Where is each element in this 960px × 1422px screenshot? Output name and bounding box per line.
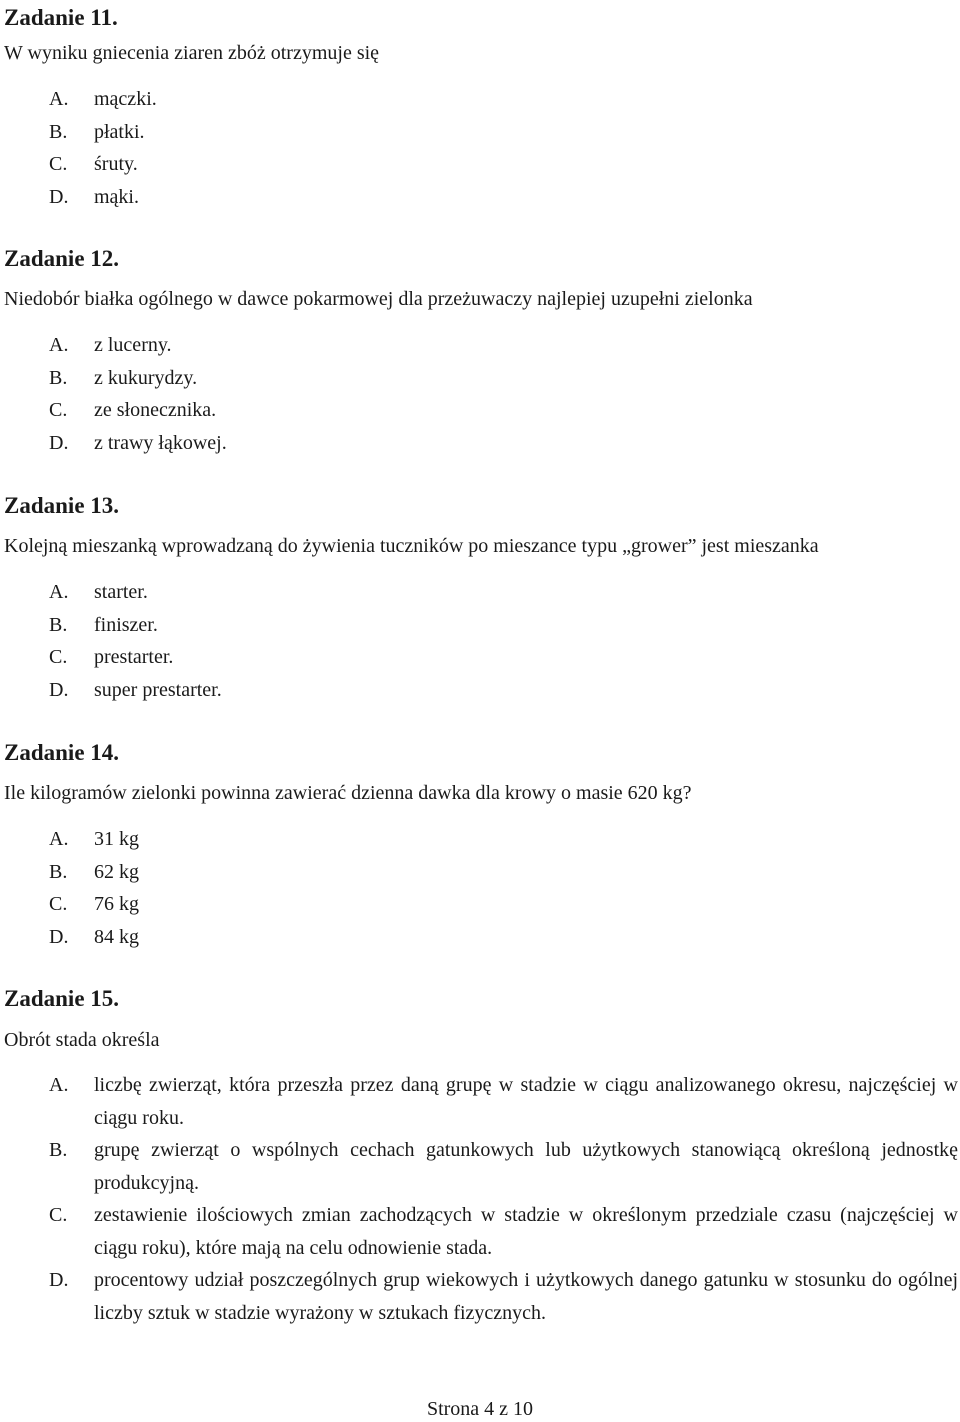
option-b[interactable]: [4, 856, 958, 889]
option-c[interactable]: [4, 394, 958, 427]
option-d[interactable]: [4, 181, 958, 214]
option-a[interactable]: [4, 1069, 958, 1134]
option-text: z kukurydzy.: [94, 366, 198, 389]
option-text: procentowy udział poszczególnych grup wiekowych i użytkowych danego gatunku w stosunku do ogólnej liczby sztuk w stadzie wyrażony w sztukach fizycznych.: [94, 1269, 958, 1324]
option-b[interactable]: [4, 116, 958, 149]
option-letter: C.: [49, 1204, 68, 1226]
option-letter: A.: [49, 334, 69, 356]
task-question: W wyniku gniecenia ziaren zbóż otrzymuje się: [4, 42, 380, 64]
option-letter: D.: [49, 432, 69, 455]
option-letter: D.: [49, 679, 69, 702]
option-letter: B.: [49, 613, 68, 636]
option-letter: D.: [49, 926, 69, 949]
option-text: śruty.: [94, 153, 138, 176]
option-b[interactable]: [4, 362, 958, 395]
option-text: mączki.: [94, 88, 157, 110]
option-text: super prestarter.: [94, 679, 222, 702]
task-14: [4, 739, 958, 949]
option-letter: B.: [49, 366, 68, 389]
page-number: Strona 4 z 10: [426, 1398, 534, 1420]
task-13: [4, 492, 958, 702]
option-text: z lucerny.: [94, 334, 172, 356]
option-text: 62 kg: [94, 860, 139, 883]
option-text: mąki.: [94, 186, 139, 209]
option-text: prestarter.: [94, 646, 174, 669]
task-title: Zadanie 15.: [4, 986, 120, 1011]
task-12: [4, 245, 958, 455]
answer-options: [4, 1069, 958, 1329]
option-d[interactable]: [4, 1264, 958, 1329]
task-question: Niedobór białka ogólnego w dawce pokarmowej dla przeżuwaczy najlepiej uzupełni zielonka: [4, 288, 753, 310]
option-letter: C.: [49, 399, 68, 422]
option-letter: C.: [49, 153, 68, 176]
answer-options: [4, 823, 958, 954]
option-text: finiszer.: [94, 613, 158, 636]
option-letter: C.: [49, 646, 68, 669]
option-letter: C.: [49, 893, 68, 916]
task-15: [4, 985, 958, 1324]
option-b[interactable]: [4, 609, 958, 642]
option-letter: B.: [49, 860, 68, 883]
answer-options: [4, 329, 958, 460]
option-d[interactable]: [4, 921, 958, 954]
task-question: Kolejną mieszanką wprowadzaną do żywienia tuczników po mieszance typu „grower” jest mieszanka: [4, 535, 819, 557]
option-letter: B.: [49, 120, 68, 143]
task-title: Zadanie 11.: [4, 5, 118, 30]
option-c[interactable]: [4, 888, 958, 921]
task-title: Zadanie 14.: [4, 740, 120, 765]
option-c[interactable]: [4, 148, 958, 181]
option-text: 31 kg: [94, 828, 139, 850]
task-question: Ile kilogramów zielonki powinna zawierać dzienna dawka dla krowy o masie 620 kg?: [4, 782, 692, 804]
option-d[interactable]: [4, 427, 958, 460]
option-text: płatki.: [94, 120, 145, 143]
option-a[interactable]: [4, 576, 958, 609]
option-text: starter.: [94, 581, 148, 603]
answer-options: [4, 83, 958, 214]
option-text: 84 kg: [94, 926, 139, 949]
option-letter: B.: [49, 1139, 68, 1161]
option-c[interactable]: [4, 641, 958, 674]
option-b[interactable]: [4, 1134, 958, 1199]
option-text: grupę zwierząt o wspólnych cechach gatunkowych lub użytkowych stanowiącą określoną jednostkę produkcyjną.: [94, 1139, 958, 1194]
option-letter: A.: [49, 828, 69, 850]
task-11: [4, 4, 958, 209]
option-a[interactable]: [4, 83, 958, 116]
option-text: zestawienie ilościowych zmian zachodzących w stadzie w określonym przedziale czasu (najczęściej w ciągu roku), które mają na celu odnowienie stada.: [94, 1204, 958, 1259]
option-letter: D.: [49, 186, 69, 209]
answer-options: [4, 576, 958, 707]
option-a[interactable]: [4, 823, 958, 856]
option-letter: D.: [49, 1269, 69, 1291]
option-a[interactable]: [4, 329, 958, 362]
option-letter: A.: [49, 1074, 69, 1096]
option-d[interactable]: [4, 674, 958, 707]
option-letter: A.: [49, 581, 69, 603]
option-text: z trawy łąkowej.: [94, 432, 227, 455]
option-text: 76 kg: [94, 893, 139, 916]
task-title: Zadanie 12.: [4, 246, 120, 271]
task-question: Obrót stada określa: [4, 1029, 160, 1051]
option-letter: A.: [49, 88, 69, 110]
option-text: ze słonecznika.: [94, 399, 217, 422]
task-title: Zadanie 13.: [4, 493, 120, 518]
option-c[interactable]: [4, 1199, 958, 1264]
option-text: liczbę zwierząt, która przeszła przez daną grupę w stadzie w ciągu analizowanego okresu, najczęściej w ciągu roku.: [94, 1074, 958, 1129]
